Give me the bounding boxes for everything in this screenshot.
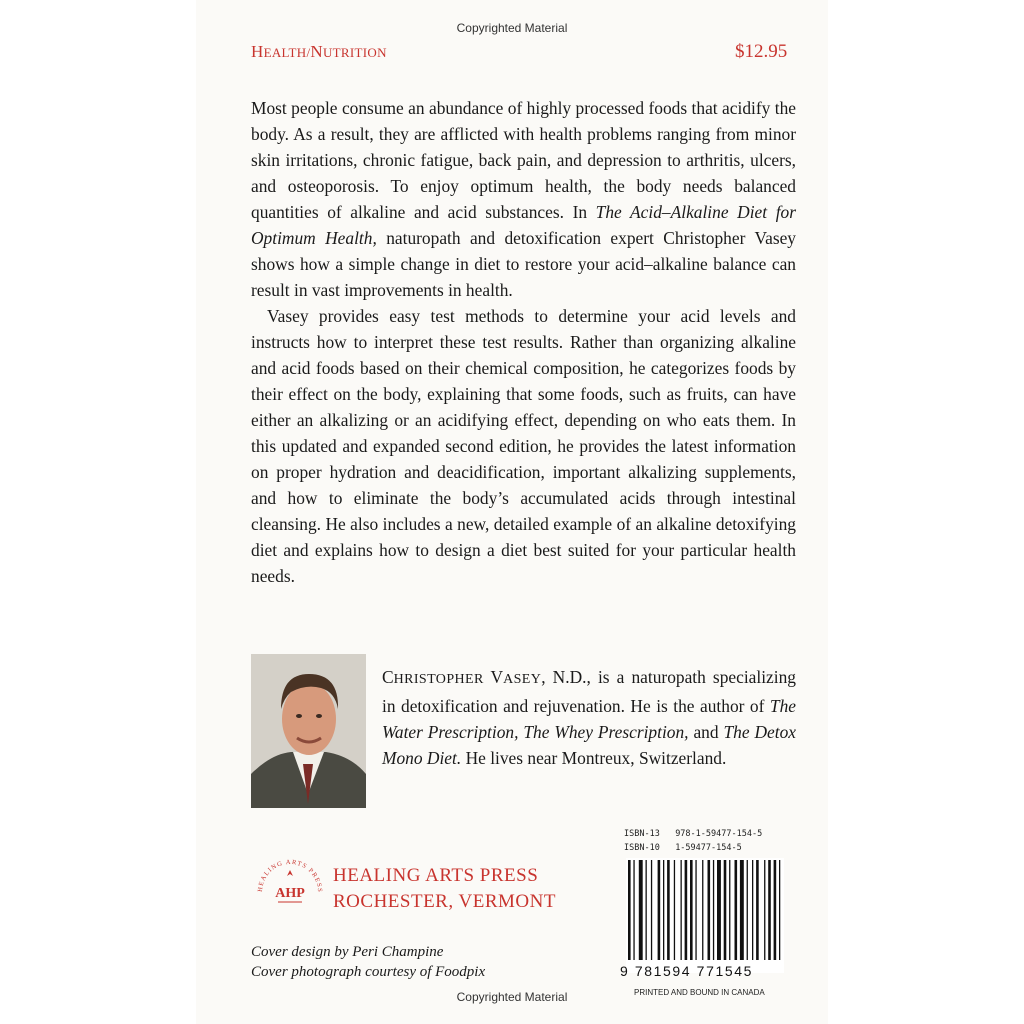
- publisher-logo: [254, 856, 326, 928]
- publisher-name: HEALING ARTS PRESS: [333, 865, 539, 886]
- author-photo: [251, 654, 366, 808]
- description-paragraph-2: Vasey provides easy test methods to determine your acid levels and instructs how to interpret these test results. Rather than organizing alkaline and acid foods based on their chemical composition, he categorizes foods by their effect on the body, explaining that some foods, such as fruits, can have either an alkalizing or an acidifying effect, depending on who eats them. In this updated and expanded second edition, he provides the latest information on proper hydration and deacidification, important alkalizing supplements, and how to eliminate the body’s accumulated acids through intestinal cleansing. He also includes a new, detailed example of an alkaline detoxifying diet and explains how to design a diet best suited for your particular health needs.: [251, 306, 796, 586]
- publisher-city: ROCHESTER, VERMONT: [333, 891, 556, 912]
- svg-text:AHP: AHP: [275, 886, 305, 901]
- svg-text:HEALING ARTS PRESS: HEALING ARTS PRESS: [256, 858, 324, 894]
- isbn-10-line: ISBN-10 1-59477-154-5: [624, 843, 742, 853]
- copyright-notice-top: Copyrighted Material: [456, 21, 568, 35]
- category-cap-1: H: [251, 42, 264, 61]
- category-rest-1: EALTH/: [263, 45, 311, 60]
- isbn-13-line: ISBN-13 978-1-59477-154-5: [624, 829, 763, 839]
- cover-design-credit: Cover design by Peri Champine: [251, 944, 444, 960]
- book-description: [251, 95, 796, 589]
- cover-photo-credit: Cover photograph courtesy of Foodpix: [251, 964, 486, 980]
- category-rest-2: UTRITION: [322, 45, 387, 60]
- copyright-notice-bottom: Copyrighted Material: [456, 990, 568, 1004]
- category-label: [251, 42, 387, 62]
- printed-notice: PRINTED AND BOUND IN CANADA: [634, 988, 765, 997]
- book-title: The Acid–Alkaline Diet for Optimum Health,: [251, 202, 797, 248]
- price-label: $12.95: [735, 41, 788, 62]
- category-cap-2: N: [310, 42, 323, 61]
- author-bio: CHRISTOPHER VASEY, N.D., is a naturopath specializing in detoxification and rejuvenation. He is the author of The Water Prescription, The Whey Prescription, and The Detox Mono Diet. He lives near Montreux, Switzerland.: [382, 667, 797, 768]
- cover-credits: [251, 942, 485, 982]
- description-paragraph-1: Most people consume an abundance of highly processed foods that acidify the body. As a result, they are afflicted with health problems ranging from minor skin irritations, chronic fatigue, back pain, and depression to arthritis, ulcers, and osteoporosis. To enjoy optimum health, the body needs balanced quantities of alkaline and acid substances. In The Acid–Alkaline Diet for Optimum Health, naturopath and detoxification expert Christopher Vasey shows how a simple change in diet to restore your acid–alkaline balance can result in vast improvements in health.: [251, 98, 797, 300]
- barcode-image: [626, 858, 784, 973]
- barcode-digits: 9 781594 771545: [620, 963, 753, 979]
